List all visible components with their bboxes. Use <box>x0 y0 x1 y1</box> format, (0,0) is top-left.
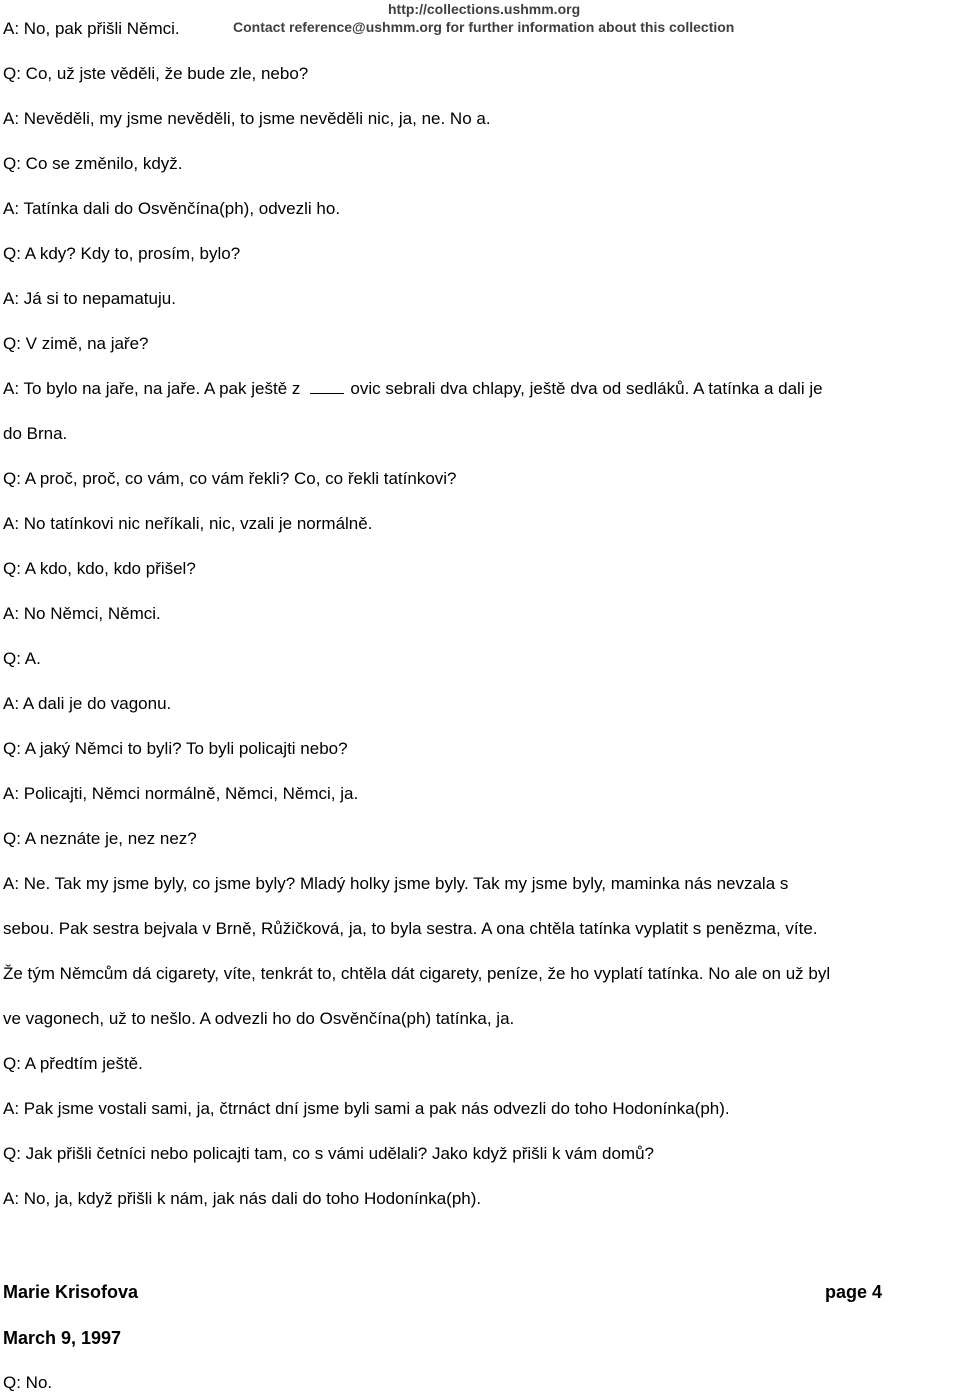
transcript-line: A: Nevěděli, my jsme nevěděli, to jsme nevěděli nic, ja, ne. No a. <box>3 109 491 128</box>
transcript-text: ovic sebrali dva chlapy, ještě dva od sedláků. A tatínka a dali je <box>350 379 823 398</box>
transcript-line: Q: A předtím ještě. <box>3 1054 143 1073</box>
transcript-line: Že tým Němcům dá cigarety, víte, tenkrát to, chtěla dát cigarety, peníze, že ho vyplatí tatínka. No ale on už byl <box>3 964 831 983</box>
transcript-line: do Brna. <box>3 424 68 443</box>
transcript-line: A: No Němci, Němci. <box>3 604 161 623</box>
transcript-line: Q: Jak přišli četníci nebo policajti tam, co s vámi udělali? Jako když přišli k vám domů? <box>3 1144 654 1163</box>
transcript-line: A: Ne. Tak my jsme byly, co jsme byly? Mladý holky jsme byly. Tak my jsme byly, maminka nás nevzala s <box>3 874 789 893</box>
transcript-line: A: Já si to nepamatuju. <box>3 289 176 308</box>
transcript-line: A: Pak jsme vostali sami, ja, čtrnáct dní jsme byli sami a pak nás odvezli do toho Hodonínka(ph). <box>3 1099 730 1118</box>
transcript-line: Q: No. <box>3 1373 53 1392</box>
transcript-line: A: No, pak přišli Němci. <box>3 19 180 38</box>
footer-name: Marie Krisofova <box>3 1282 139 1302</box>
transcript-line: A: Tatínka dali do Osvěnčína(ph), odvezli ho. <box>3 199 341 218</box>
header-contact: Contact reference@ushmm.org for further information about this collection <box>233 19 735 35</box>
transcript-line: Q: Co se změnilo, když. <box>3 154 183 173</box>
transcript-line: A: No tatínkovi nic neříkali, nic, vzali je normálně. <box>3 514 373 533</box>
transcript-line <box>3 378 823 400</box>
transcript-line: A: Policajti, Němci normálně, Němci, Němci, ja. <box>3 784 359 803</box>
page-number: page 4 <box>825 1282 883 1302</box>
transcript-line: sebou. Pak sestra bejvala v Brně, Růžičková, ja, to byla sestra. A ona chtěla tatínka vyplatit s penězma, víte. <box>3 919 818 938</box>
transcript-line: Q: A proč, proč, co vám, co vám řekli? Co, co řekli tatínkovi? <box>3 469 457 488</box>
transcript-line: Q: A neznáte je, nez nez? <box>3 829 197 848</box>
transcript-line: A: A dali je do vagonu. <box>3 694 172 713</box>
transcript-line: A: No, ja, když přišli k nám, jak nás dali do toho Hodonínka(ph). <box>3 1189 482 1208</box>
transcript-line: Q: A kdy? Kdy to, prosím, bylo? <box>3 244 241 263</box>
footer-date: March 9, 1997 <box>3 1328 122 1348</box>
transcript-line: Q: Co, už jste věděli, že bude zle, nebo? <box>3 64 309 83</box>
transcript-line: Q: A kdo, kdo, kdo přišel? <box>3 559 196 578</box>
transcript-line: ve vagonech, už to nešlo. A odvezli ho do Osvěnčína(ph) tatínka, ja. <box>3 1009 515 1028</box>
transcript-line: Q: V zimě, na jaře? <box>3 334 149 353</box>
header-url: http://collections.ushmm.org <box>388 1 581 17</box>
transcript-text: A: To bylo na jaře, na jaře. A pak ještě z <box>3 379 301 398</box>
transcript-line: Q: A jaký Němci to byli? To byli policajti nebo? <box>3 739 348 758</box>
transcript-line: Q: A. <box>3 649 41 668</box>
redaction-blank <box>310 379 344 394</box>
